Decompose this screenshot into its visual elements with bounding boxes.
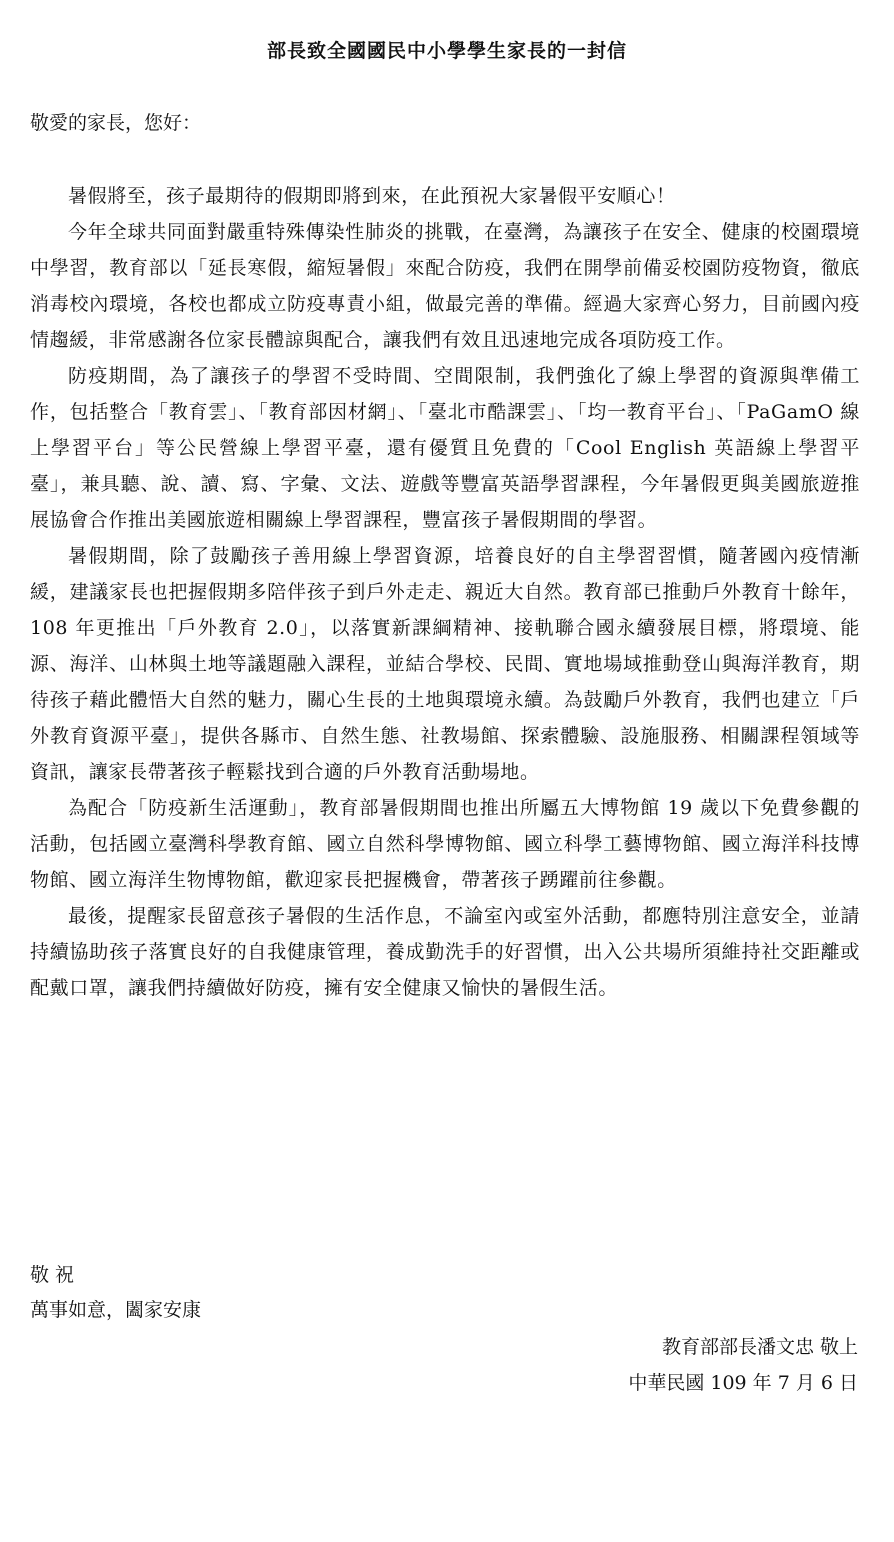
paragraph-5: 為配合「防疫新生活運動」，教育部暑假期間也推出所屬五大博物館 19 歲以下免費參觀的活動，包括國立臺灣科學教育館、國立自然科學博物館、國立科學工藝博物館、國立海洋科技博物館、國立海洋生物博物館，歡迎家長把握機會，帶著孩子踴躍前往參觀。: [30, 797, 860, 891]
letter-title: 部長致全國國民中小學學生家長的一封信: [266, 40, 627, 62]
paragraph-4: 暑假期間，除了鼓勵孩子善用線上學習資源，培養良好的自主學習習慣，隨著國內疫情漸緩，建議家長也把握假期多陪伴孩子到戶外走走、親近大自然。教育部已推動戶外教育十餘年，108 年更推出「戶外教育 2.0」，以落實新課綱精神、接軌聯合國永續發展目標，將環境、能源、海洋、山林與土地等議題融入課程，並結合學校、民間、實地場域推動登山與海洋教育，期待孩子藉此體悟大自然的魅力，關心生長的土地與環境永續。為鼓勵戶外教育，我們也建立「戶外教育資源平臺」，提供各縣市、自然生態、社教場館、探索體驗、設施服務、相關課程領域等資訊，讓家長帶著孩子輕鬆找到合適的戶外教育活動場地。: [30, 545, 860, 783]
salutation: 敬愛的家長，您好：: [30, 112, 202, 134]
paragraph-2: 今年全球共同面對嚴重特殊傳染性肺炎的挑戰，在臺灣，為讓孩子在安全、健康的校園環境中學習，教育部以「延長寒假，縮短暑假」來配合防疫，我們在開學前備妥校園防疫物資，徹底消毒校內環境，各校也都成立防疫專責小組，做最完善的準備。經過大家齊心努力，目前國內疫情趨緩，非常感謝各位家長體諒與配合，讓我們有效且迅速地完成各項防疫工作。: [30, 221, 860, 351]
closing-greeting: 敬 祝: [30, 1264, 75, 1286]
paragraph-6: 最後，提醒家長留意孩子暑假的生活作息，不論室內或室外活動，都應特別注意安全，並請持續協助孩子落實良好的自我健康管理，養成勤洗手的好習慣，出入公共場所須維持社交距離或配戴口罩，讓我們持續做好防疫，擁有安全健康又愉快的暑假生活。: [30, 905, 860, 999]
letter-date: 中華民國 109 年 7 月 6 日: [628, 1372, 858, 1394]
paragraph-1: 暑假將至，孩子最期待的假期即將到來，在此預祝大家暑假平安順心！: [68, 185, 676, 207]
signature: 教育部部長潘文忠 敬上: [661, 1336, 858, 1358]
letter-body: [30, 178, 860, 1006]
closing-wish: 萬事如意，闔家安康: [30, 1299, 202, 1321]
paragraph-3: 防疫期間，為了讓孩子的學習不受時間、空間限制，我們強化了線上學習的資源與準備工作，包括整合「教育雲」、「教育部因材網」、「臺北市酷課雲」、「均一教育平台」、「PaGamO 線上學習平台」等公民營線上學習平臺，還有優質且免費的「Cool English 英語線上學習平臺」，兼具聽、說、讀、寫、字彙、文法、遊戲等豐富英語學習課程，今年暑假更與美國旅遊推展協會合作推出美國旅遊相關線上學習課程，豐富孩子暑假期間的學習。: [30, 365, 860, 531]
